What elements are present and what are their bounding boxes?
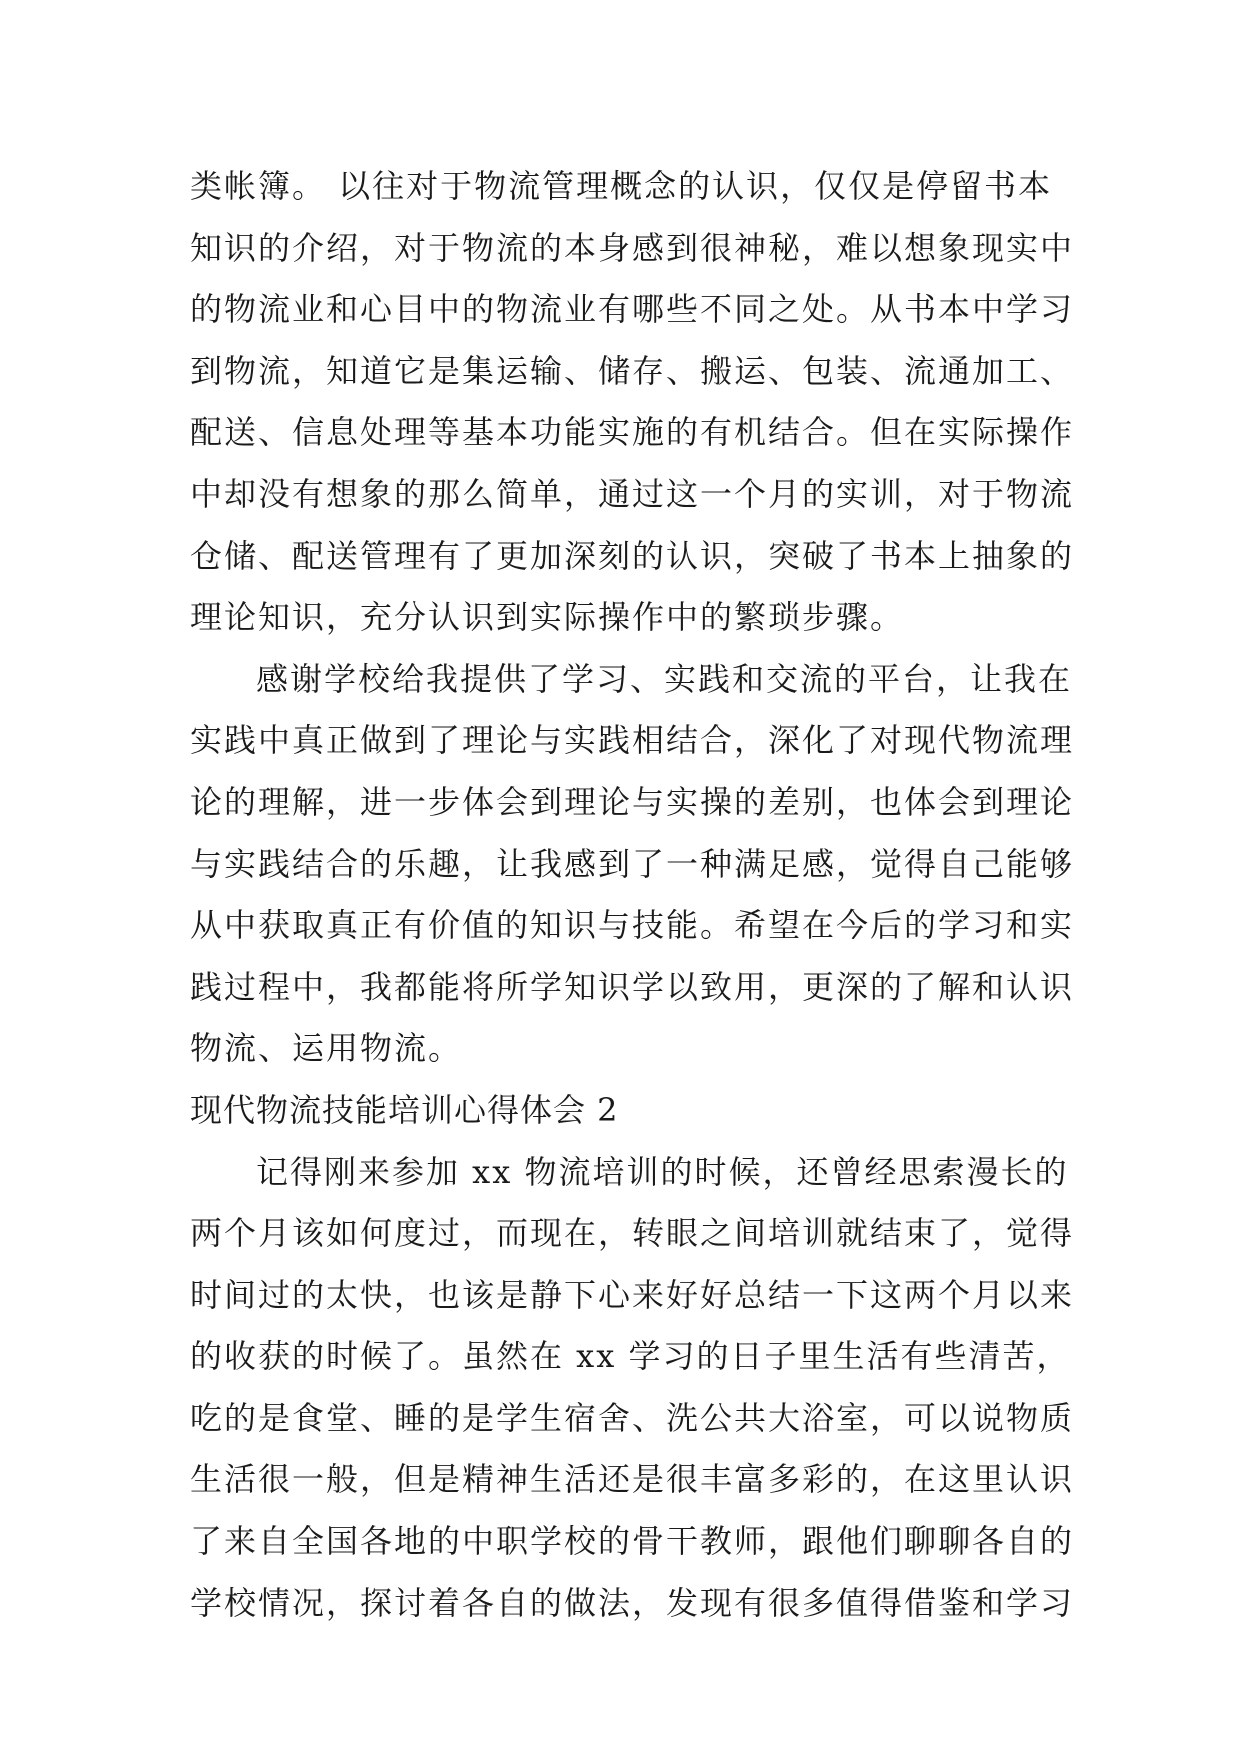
text-line: 论的理解，进一步体会到理论与实操的差别，也体会到理论 (190, 782, 1075, 821)
text-line: 仓储、配送管理有了更加深刻的认识，突破了书本上抽象的 (190, 536, 1075, 575)
text-line: 吃的是食堂、睡的是学生宿舍、洗公共大浴室，可以说物质 (190, 1398, 1075, 1437)
text-line: 知识的介绍，对于物流的本身感到很神秘，难以想象现实中 (190, 228, 1075, 267)
section-heading: 现代物流技能培训心得体会 2 (190, 1090, 619, 1129)
text-line: 的物流业和心目中的物流业有哪些不同之处。从书本中学习 (190, 290, 1075, 329)
paragraph-start-line: 记得刚来参加 xx 物流培训的时候，还曾经思索漫长的 (256, 1152, 1069, 1191)
text-line: 配送、信息处理等基本功能实施的有机结合。但在实际操作 (190, 413, 1075, 452)
text-line: 学校情况，探讨着各自的做法，发现有很多值得借鉴和学习 (190, 1583, 1075, 1622)
text-line: 时间过的太快，也该是静下心来好好总结一下这两个月以来 (190, 1275, 1075, 1314)
text-line: 与实践结合的乐趣，让我感到了一种满足感，觉得自己能够 (190, 844, 1075, 883)
text-line: 类帐簿。 以往对于物流管理概念的认识，仅仅是停留书本 (190, 167, 1053, 205)
text-line: 中却没有想象的那么简单，通过这一个月的实训，对于物流 (190, 474, 1075, 513)
text-line: 从中获取真正有价值的知识与技能。希望在今后的学习和实 (190, 906, 1075, 945)
document-body (190, 156, 1075, 1634)
text-line: 生活很一般，但是精神生活还是很丰富多彩的，在这里认识 (190, 1460, 1075, 1499)
text-line: 的收获的时候了。虽然在 xx 学习的日子里生活有些清苦， (190, 1337, 1071, 1376)
text-line: 物流、运用物流。 (190, 1029, 463, 1068)
text-line: 理论知识，充分认识到实际操作中的繁琐步骤。 (190, 598, 905, 637)
paragraph-start-line: 感谢学校给我提供了学习、实践和交流的平台，让我在 (256, 659, 1073, 698)
text-line: 到物流，知道它是集运输、储存、搬运、包装、流通加工、 (190, 351, 1075, 390)
text-line: 实践中真正做到了理论与实践相结合，深化了对现代物流理 (190, 721, 1075, 760)
text-line: 两个月该如何度过，而现在，转眼之间培训就结束了，觉得 (190, 1214, 1075, 1253)
text-line: 了来自全国各地的中职学校的骨干教师，跟他们聊聊各自的 (190, 1522, 1075, 1561)
text-line: 践过程中，我都能将所学知识学以致用，更深的了解和认识 (190, 967, 1075, 1006)
